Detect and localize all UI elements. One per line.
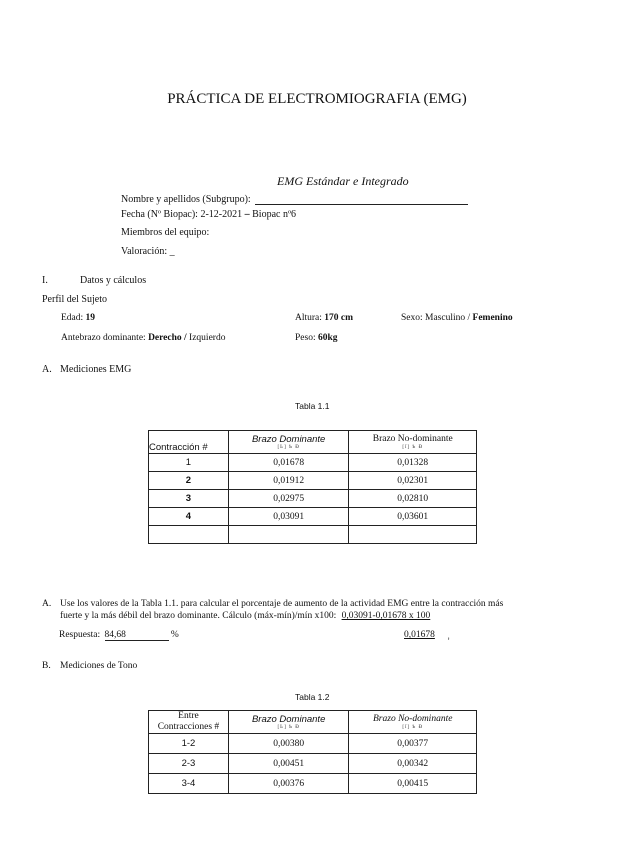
col-nondominant-label: Brazo No-dominante [373, 713, 453, 724]
nondominant-value: 0,01328 [349, 454, 477, 472]
col-nondominant-sub: [ǐ] Ƅ Ɖ [402, 444, 424, 450]
question-letter: A. [42, 599, 52, 609]
section-number: I. [42, 275, 48, 286]
dominant-value: 0,01678 [228, 454, 349, 472]
row-number [149, 526, 229, 544]
profile-heading: Perfil del Sujeto [42, 294, 107, 305]
row-range: 3-4 [149, 774, 229, 794]
table1-caption: Tabla 1.1 [295, 401, 330, 411]
page-title: PRÁCTICA DE ELECTROMIOGRAFIA (EMG) [167, 91, 467, 107]
col-between-line1: Entre [178, 711, 199, 721]
sex-field [401, 313, 513, 323]
forearm-label: Antebrazo dominante: [61, 333, 146, 343]
members-label: Miembros del equipo: [121, 227, 210, 238]
name-label: Nombre y apellidos (Subgrupo): [121, 194, 251, 205]
tone-table [148, 710, 477, 794]
section-title: Datos y cálculos [80, 275, 147, 286]
answer-unit: % [170, 630, 179, 640]
dominant-value: 0,00380 [228, 734, 349, 754]
forearm-value: Derecho / [148, 333, 187, 343]
col-between-header [149, 711, 229, 734]
date-label: Fecha (Nº Biopac): 2-12-2021 [121, 209, 243, 220]
valoracion-mark: _ [169, 246, 175, 257]
nondominant-value: 0,00342 [349, 754, 477, 774]
forearm-other: Izquierdo [189, 333, 226, 343]
nondominant-value: 0,02301 [349, 472, 477, 490]
col-nondominant-sub: [ǐ] Ƅ Ɖ [402, 724, 424, 730]
dominant-value: 0,02975 [228, 490, 349, 508]
col-nondominant-text: Brazo No-dominante [372, 433, 453, 444]
row-range: 1-2 [149, 734, 229, 754]
dominant-value: 0,00376 [228, 774, 349, 794]
table-header-row [149, 711, 477, 734]
formula-denominator: 0,01678 [404, 630, 435, 640]
table-header-row [149, 431, 477, 454]
dominant-value [228, 526, 349, 544]
weight-label: Peso: [295, 333, 316, 343]
answer-field [59, 630, 179, 641]
biopac-value: Biopac nº6 [252, 209, 297, 220]
col-nondominant-header [349, 431, 477, 454]
row-number: 2 [149, 472, 229, 490]
row-number: 3 [149, 490, 229, 508]
table-row [149, 472, 477, 490]
valoracion-label: Valoración: [121, 246, 168, 257]
col-dominant-header [228, 711, 349, 734]
sex-label: Sexo: Masculino [401, 313, 466, 323]
col-nondominant-label [349, 434, 476, 445]
sex-separator: / [467, 313, 471, 323]
table-row [149, 490, 477, 508]
date-field [121, 209, 296, 220]
col-nondominant-header [349, 711, 477, 734]
nondominant-value [349, 526, 477, 544]
row-range: 2-3 [149, 754, 229, 774]
section-a-title: Mediciones EMG [60, 364, 132, 375]
height-field [295, 313, 353, 323]
col-dominant-label: Brazo Dominante [251, 433, 326, 445]
weight-field [295, 333, 338, 343]
sex-value: Femenino [472, 313, 513, 323]
dominant-value: 0,00451 [228, 754, 349, 774]
question-line2 [60, 611, 430, 621]
age-value: 19 [85, 313, 96, 323]
section-b-letter: B. [42, 661, 51, 671]
height-label: Altura: [295, 313, 322, 323]
tiny-mark: ᵻ [448, 637, 450, 642]
dominant-value: 0,03091 [228, 508, 349, 526]
age-label: Edad: [61, 313, 84, 323]
name-blank[interactable] [255, 194, 468, 205]
row-number: 1 [149, 454, 229, 472]
dominant-value: 0,01912 [228, 472, 349, 490]
table-row [149, 754, 477, 774]
col-dominant-label: Brazo Dominante [251, 713, 326, 725]
answer-value[interactable]: 84,68 [105, 630, 169, 641]
col-dominant-header [228, 431, 349, 454]
table-row [149, 508, 477, 526]
nondominant-value: 0,02810 [349, 490, 477, 508]
table2-caption: Tabla 1.2 [295, 692, 330, 702]
height-value: 170 cm [324, 313, 354, 323]
nondominant-value: 0,00377 [349, 734, 477, 754]
col-between-line2: Contracciones # [157, 722, 220, 732]
section-a-letter: A. [42, 364, 52, 375]
weight-value: 60kg [317, 333, 338, 343]
age-field [61, 313, 95, 323]
nondominant-value: 0,00415 [349, 774, 477, 794]
col-dominant-sub: [Ŀ] Ƅ Ɖ [277, 724, 300, 730]
col-dominant-sub: [Ŀ] Ƅ Ɖ [277, 444, 300, 450]
table-row [149, 454, 477, 472]
col-contraction-header: Contracción # [149, 431, 229, 454]
row-number: 4 [149, 508, 229, 526]
page-subtitle: EMG Estándar e Integrado [277, 174, 409, 188]
emg-table [148, 430, 477, 544]
table-row [149, 734, 477, 754]
question-line2-text: fuerte y la más débil del brazo dominante. Cálculo (máx-mín)/mín x100: [60, 611, 337, 621]
table-row-empty [149, 526, 477, 544]
table-row [149, 774, 477, 794]
formula-numerator: 0,03091-0,01678 x 100 [341, 611, 431, 621]
nondominant-value: 0,03601 [349, 508, 477, 526]
section-b-title: Mediciones de Tono [60, 661, 138, 671]
name-field [121, 194, 468, 205]
valoracion-field [121, 246, 175, 257]
date-separator: – [244, 209, 250, 220]
forearm-field [61, 333, 225, 343]
answer-label: Respuesta: [59, 630, 101, 640]
question-line1: Use los valores de la Tabla 1.1. para calcular el porcentaje de aumento de la actividad EMG entre la contracción más [60, 599, 504, 609]
